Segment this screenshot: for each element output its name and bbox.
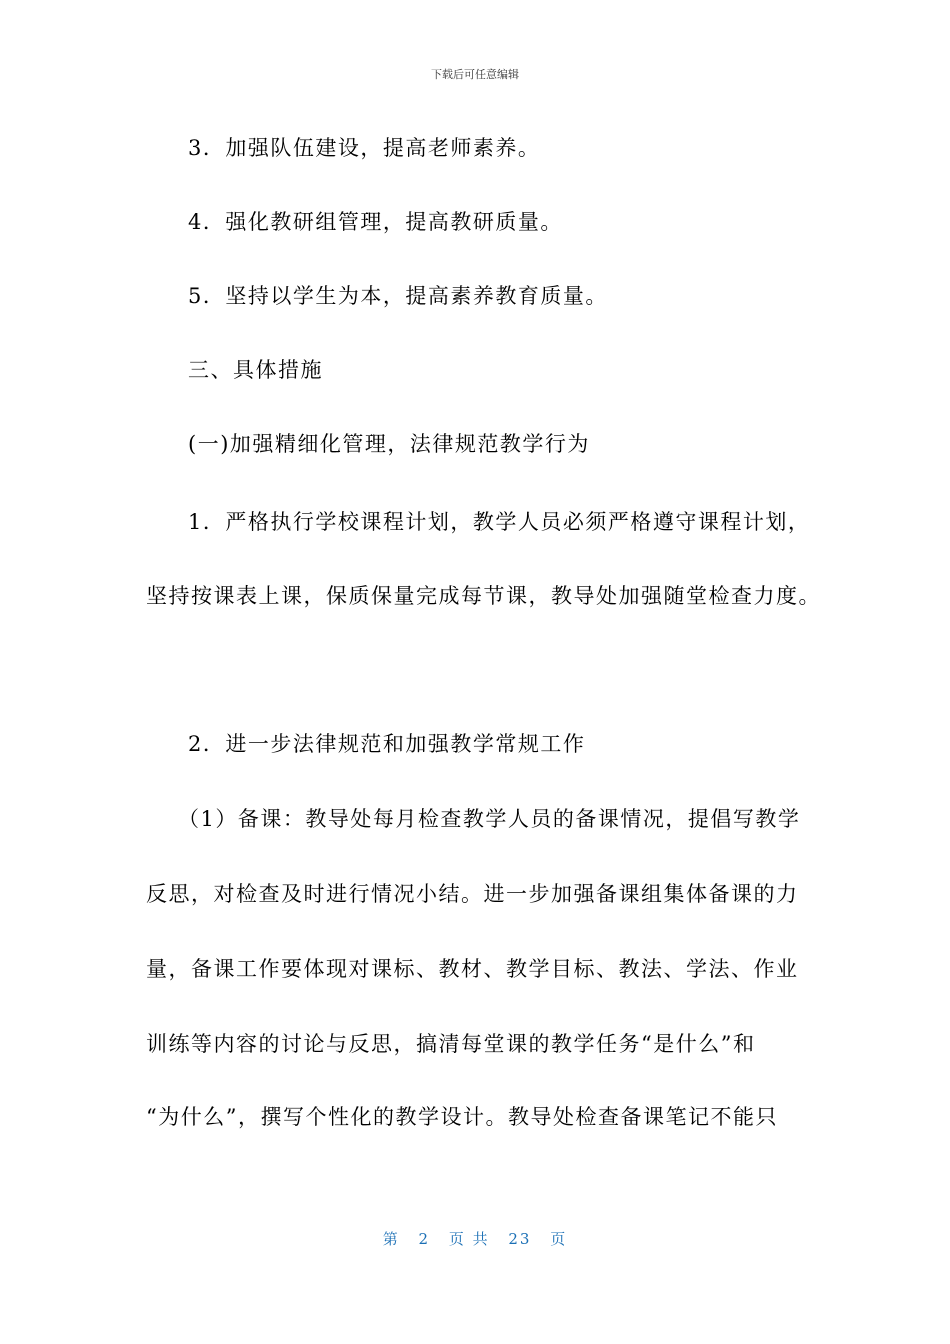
paragraph-line: 3．加强队伍建设，提高老师素养。 [188,136,541,160]
paragraph-line: 5．坚持以学生为本，提高素养教育质量。 [188,284,608,308]
page-header-note: 下载后可任意编辑 [431,68,519,81]
footer-middle: 页 共 [448,1230,490,1248]
paragraph-line: 2．进一步法律规范和加强教学常规工作 [188,732,586,756]
paragraph-line: （1）备课：教导处每月检查教学人员的备课情况，提倡写教学 [178,807,801,831]
subsection-heading: (一)加强精细化管理，法律规范教学行为 [188,432,590,456]
paragraph-line: 反思，对检查及时进行情况小结。进一步加强备课组集体备课的力 [146,882,799,906]
paragraph-line: 4．强化教研组管理，提高教研质量。 [188,210,563,234]
paragraph-line: 坚持按课表上课，保质保量完成每节课，教导处加强随堂检查力度。 [146,584,821,608]
section-heading: 三、具体措施 [188,358,323,382]
footer-total-pages: 23 [508,1230,532,1248]
footer-page-number: 2 [418,1230,431,1248]
page-footer [0,1228,950,1249]
paragraph-line: “为什么”，撰写个性化的教学设计。教导处检查备课笔记不能只 [146,1105,778,1129]
paragraph-line: 训练等内容的讨论与反思，搞清每堂课的教学任务“是什么”和 [146,1032,756,1056]
footer-suffix: 页 [550,1230,568,1248]
paragraph-line: 1．严格执行学校课程计划，教学人员必须严格遵守课程计划， [188,510,811,534]
footer-prefix: 第 [382,1230,400,1248]
paragraph-line: 量，备课工作要体现对课标、教材、教学目标、教法、学法、作业 [146,957,799,981]
